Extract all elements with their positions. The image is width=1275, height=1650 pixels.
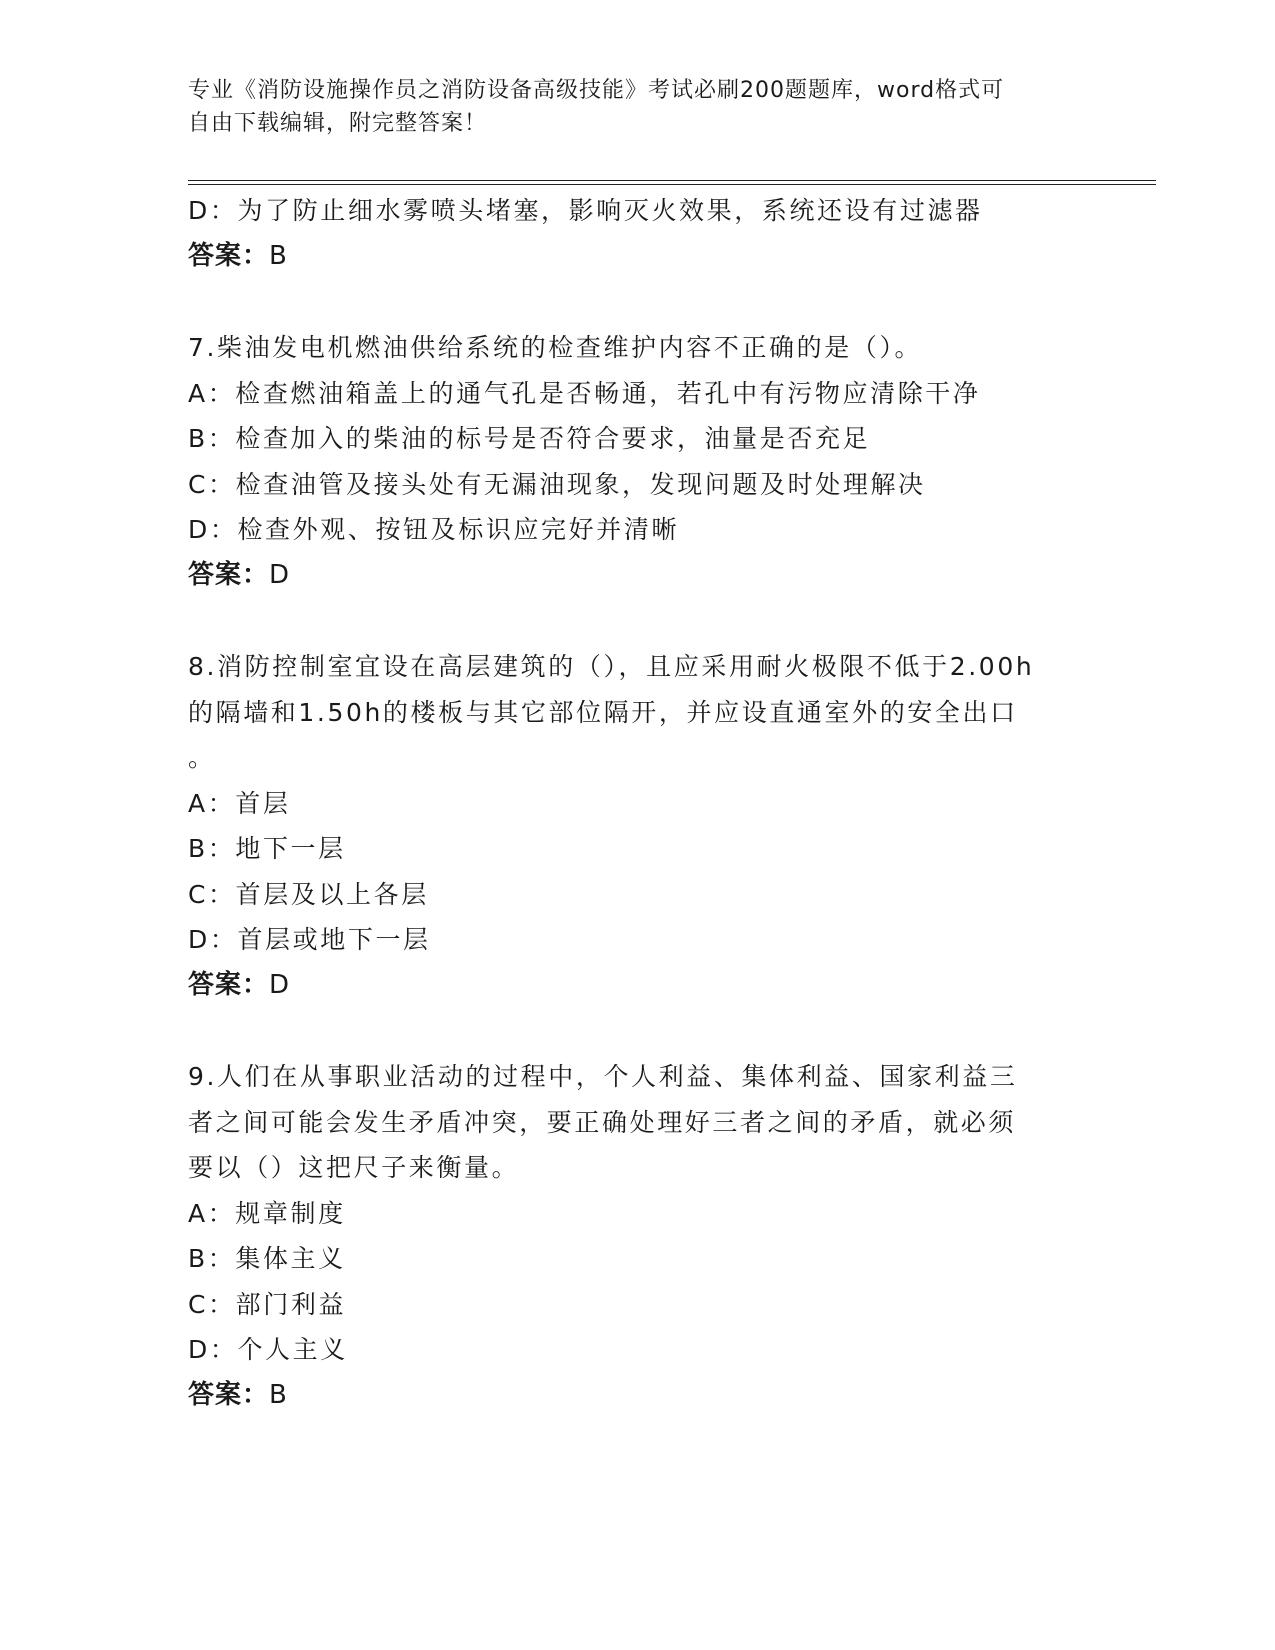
option-d: D：个人主义 [188, 1335, 348, 1364]
question-text: 要以（）这把尺子来衡量。 [188, 1153, 520, 1182]
option-d: D：首层或地下一层 [188, 925, 431, 954]
spacer [188, 598, 1088, 644]
header-rule-top [188, 180, 1156, 181]
option-b: B：地下一层 [188, 834, 346, 863]
document-body [188, 188, 1088, 1418]
header-line-1: 专业《消防设施操作员之消防设备高级技能》考试必刷200题题库，word格式可 [188, 78, 1005, 103]
answer [188, 963, 1088, 1009]
option-b: B：检查加入的柴油的标号是否符合要求，油量是否充足 [188, 424, 871, 453]
question-text: 7.柴油发电机燃油供给系统的检查维护内容不正确的是（）。 [188, 333, 923, 362]
option-a: A：检查燃油箱盖上的通气孔是否畅通，若孔中有污物应清除干净 [188, 378, 981, 408]
option-d: D：检查外观、按钮及标识应完好并清晰 [188, 515, 680, 544]
question-7 [188, 325, 1088, 598]
prev-option-d: D：为了防止细水雾喷头堵塞，影响灭火效果，系统还设有过滤器 [188, 196, 983, 225]
option-c: C：首层及以上各层 [188, 879, 429, 909]
question-9 [188, 1054, 1088, 1418]
answer-label: 答案： [188, 240, 270, 271]
answer [188, 1373, 1088, 1419]
prev-answer [188, 234, 1088, 280]
answer-value: D [269, 559, 291, 590]
question-8 [188, 644, 1088, 1008]
option-a: A：首层 [188, 788, 291, 818]
question-text: 9.人们在从事职业活动的过程中，个人利益、集体利益、国家利益三 [188, 1062, 1018, 1091]
question-text: 。 [188, 743, 216, 772]
option-c: C：检查油管及接头处有无漏油现象，发现问题及时处理解决 [188, 469, 926, 499]
spacer [188, 279, 1088, 325]
question-text: 的隔墙和1.50h的楼板与其它部位隔开，并应设直通室外的安全出口 [188, 697, 1018, 727]
spacer [188, 1008, 1088, 1054]
option-a: A：规章制度 [188, 1198, 346, 1228]
answer-label: 答案： [188, 1379, 270, 1410]
answer-value: B [269, 240, 288, 271]
question-text: 8.消防控制室宜设在高层建筑的（），且应采用耐火极限不低于2.00h [188, 652, 1035, 681]
answer-label: 答案： [188, 559, 270, 590]
option-c: C：部门利益 [188, 1289, 347, 1319]
answer-label: 答案： [188, 969, 270, 1000]
option-b: B：集体主义 [188, 1244, 346, 1273]
header-rule-bottom [188, 184, 1156, 185]
answer-value: B [269, 1379, 288, 1410]
header-line-2: 自由下载编辑，附完整答案！ [188, 111, 488, 136]
document-header [188, 74, 1088, 140]
question-text: 者之间可能会发生矛盾冲突，要正确处理好三者之间的矛盾，就必须 [188, 1107, 1017, 1137]
answer-value: D [269, 969, 291, 1000]
answer [188, 553, 1088, 599]
